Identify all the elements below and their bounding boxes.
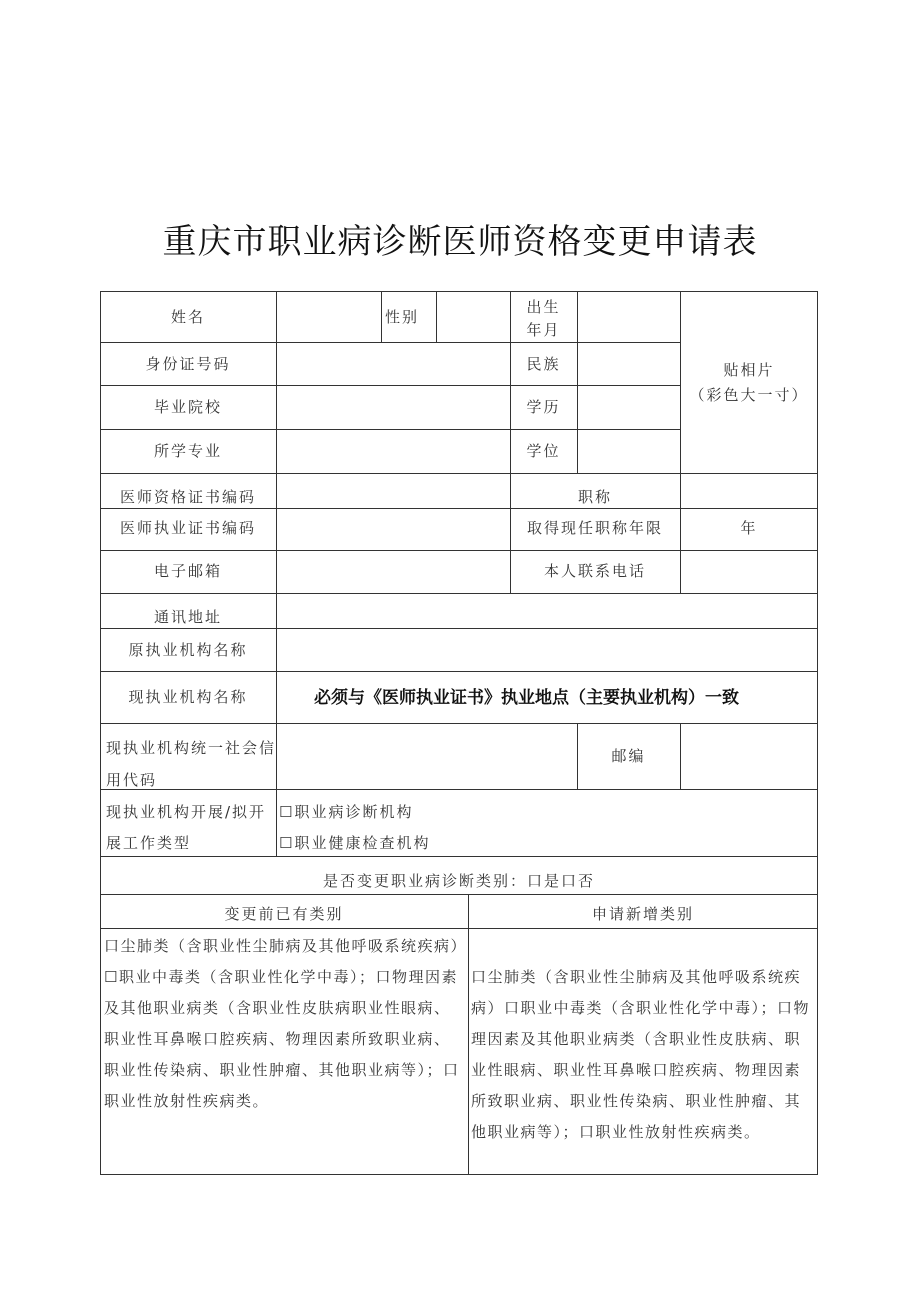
col-divider xyxy=(468,894,469,1175)
label-work-type-line2: 展工作类型 xyxy=(106,834,192,852)
row-divider xyxy=(100,928,818,929)
label-title-year-limit: 取得现任职称年限 xyxy=(526,519,663,537)
label-credit-code-line1: 现执业机构统一社会信 xyxy=(106,739,277,757)
label-title-rank: 职称 xyxy=(577,488,612,506)
label-original-org: 原执业机构名称 xyxy=(128,641,248,659)
row-divider xyxy=(100,789,818,790)
label-phone: 本人联系电话 xyxy=(543,562,646,580)
category-change-question: 是否变更职业病诊断类别：口是口否 xyxy=(322,872,595,890)
row-divider xyxy=(100,628,818,629)
label-qualification-cert: 医师资格证书编码 xyxy=(119,488,256,506)
col-header-new: 申请新增类别 xyxy=(591,905,694,923)
row-divider xyxy=(100,342,680,343)
label-id-number: 身份证号码 xyxy=(145,355,231,373)
current-org-note: 必须与《医师执业证书》执业地点（主要执业机构）一致 xyxy=(314,688,739,708)
row-divider xyxy=(100,671,818,672)
photo-placeholder-line2: （彩色大一寸） xyxy=(689,386,809,404)
row-divider xyxy=(100,429,680,430)
col-divider xyxy=(577,291,578,473)
col-divider xyxy=(436,291,437,342)
col-divider xyxy=(381,291,382,342)
row-divider xyxy=(100,856,818,857)
page-title: 重庆市职业病诊断医师资格变更申请表 xyxy=(162,222,758,262)
label-school: 毕业院校 xyxy=(153,398,222,416)
label-postcode: 邮编 xyxy=(611,747,646,765)
row-divider xyxy=(100,550,818,551)
label-major: 所学专业 xyxy=(153,442,222,460)
label-degree: 学位 xyxy=(526,442,561,460)
row-divider xyxy=(100,894,818,895)
categories-before-text: 口尘肺类（含职业性尘肺病及其他呼吸系统疾病）☐职业中毒类（含职业性化学中毒）；口物理因素及其他职业病类（含职业性皮肤病职业性眼病、职业性耳鼻喉口腔疾病、物理因素所致职业病、职业性传染病、职业性肿瘤、其他职业病等）；口职业性放射性疾病类。 xyxy=(104,937,460,1110)
label-email: 电子邮箱 xyxy=(153,562,222,580)
label-birth-line2: 年月 xyxy=(526,321,561,339)
label-ethnicity: 民族 xyxy=(526,355,561,373)
checkbox-health-check-org[interactable]: ☐职业健康检查机构 xyxy=(279,834,431,852)
col-header-before: 变更前已有类别 xyxy=(224,905,344,923)
label-address: 通讯地址 xyxy=(153,608,222,626)
row-divider xyxy=(100,508,818,509)
categories-new-text: 口尘肺类（含职业性尘肺病及其他呼吸系统疾病）口职业中毒类（含职业性化学中毒）；口物理因素及其他职业病类（含职业性皮肤病、职业性眼病、职业性耳鼻喉口腔疾病、物理因素所致职业病、职业性传染病、职业性肿瘤、其他职业病等）；口职业性放射性疾病类。 xyxy=(471,968,811,1141)
row-divider xyxy=(100,723,818,724)
label-current-org: 现执业机构名称 xyxy=(128,688,248,706)
col-divider xyxy=(680,723,681,789)
label-practice-cert: 医师执业证书编码 xyxy=(119,519,256,537)
col-divider xyxy=(680,291,681,593)
label-birth-line1: 出生 xyxy=(526,298,561,316)
year-unit: 年 xyxy=(740,519,758,537)
checkbox-diagnosis-org[interactable]: ☐职业病诊断机构 xyxy=(279,803,414,821)
label-gender: 性别 xyxy=(385,308,420,326)
label-credit-code-line2: 用代码 xyxy=(106,771,158,789)
photo-placeholder-line1: 贴相片 xyxy=(723,361,775,379)
row-divider xyxy=(100,385,680,386)
label-education: 学历 xyxy=(526,398,561,416)
label-name: 姓名 xyxy=(170,308,205,326)
label-work-type-line1: 现执业机构开展/拟开 xyxy=(106,803,267,821)
row-divider xyxy=(100,593,818,594)
col-divider xyxy=(276,291,277,856)
row-divider xyxy=(100,473,818,474)
